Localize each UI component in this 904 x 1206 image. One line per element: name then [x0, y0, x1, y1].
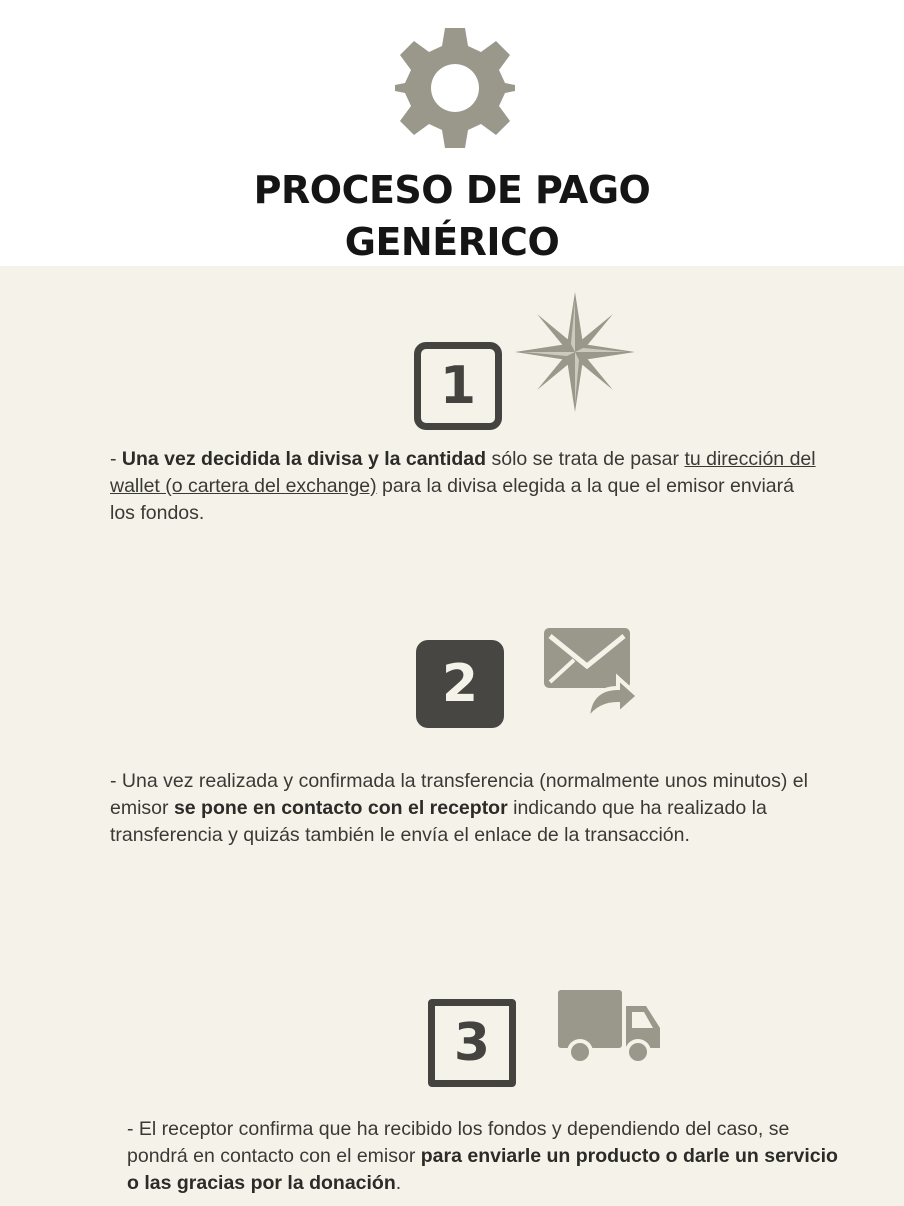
step-2-bold: se pone en contacto con el receptor [173, 797, 508, 819]
step-1-end: para la divisa elegida a la que el emisor enviará los fondos. [110, 475, 794, 524]
step-1-bold: Una vez decidida la divisa y la cantidad [121, 448, 487, 470]
step-2-start: - Una vez realizada y confirmada la transferencia (normalmente unos minutos) el emisor [110, 770, 808, 819]
step-1-mid: sólo se trata de pasar [486, 448, 685, 470]
page-title-line-2: GENÉRICO [344, 220, 560, 264]
wallet-link[interactable]: tu dirección del wallet (o cartera del exchange) [110, 448, 816, 497]
envelope-forward-icon [544, 628, 640, 720]
step-3-bold: para enviarle un producto o darle un servicio o las gracias por la donación [127, 1145, 838, 1194]
step-1-number: 1 [414, 342, 502, 430]
gear-icon [393, 26, 517, 150]
step-3-end: . [395, 1172, 402, 1194]
delivery-truck-icon [558, 990, 662, 1066]
step-3-start: - El receptor confirma que ha recibido los fondos y dependiendo del caso, se pondrá en contacto con el emisor [127, 1118, 790, 1167]
step-3-text [127, 1116, 845, 1197]
step-2-end: indicando que ha realizado la transferencia y quizás también le envía el enlace de la transacción. [110, 797, 767, 846]
page-title-line-1: PROCESO DE PAGO [253, 168, 651, 212]
step-3-number: 3 [428, 999, 516, 1087]
step-1-prefix: - [110, 448, 122, 470]
step-2-number: 2 [416, 640, 504, 728]
step-2-text [110, 768, 845, 849]
header [0, 0, 904, 266]
page-title [0, 164, 904, 268]
step-1-text [110, 446, 822, 527]
compass-rose-icon [515, 292, 635, 412]
